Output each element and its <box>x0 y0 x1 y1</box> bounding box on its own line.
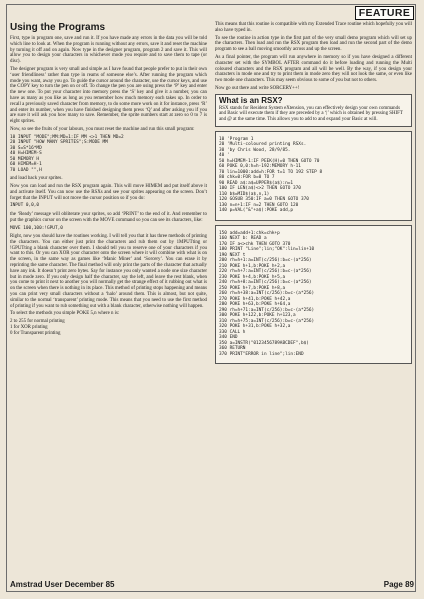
box-text: RSX stands for Resident System eXtension, you can effectively design your own commands and Basic will execute them if they are preceded by a ‘|’ which is obtained by pressing SHIFT and @ at the same time. This allows you to add to and expand your Basic at will. <box>219 105 403 123</box>
paragraph: and load back your sprites. <box>10 176 63 182</box>
paragraph: As a final pointer, the program will run anywhere in memory so if you have designed a different character set with the SYMBOL AFTER command do it before loading and running the Multi coloured characters and the RSX program and all will be well. By the way, if you design your characters in mode one and try to print them in mode zero they will not look the same, or even like two mode one characters. This may seem obvious to some of you but not to others. <box>215 54 412 84</box>
page-number: Page 89 <box>383 580 414 589</box>
paragraph: To select the methods you simple POKE 5,n where n is: <box>10 311 120 317</box>
paragraph: To see the routine in action type in the first part of the very small demo program which will set up the characters. Then load and run the RSX program then load and run the second part of the demo program to see a ball moving smoothly across and up the screen. <box>215 35 412 53</box>
list <box>10 319 207 336</box>
feature-tab: FEATURE <box>355 6 414 20</box>
paragraph: The designer program is very small and simple as I have found that people prefer to put in their own ‘user friendliness’ rather than type in reams of someone else’s. After running the program which mode you want, away you go. To guide the cursor around the character, use the cursor keys, and use the COPY key to turn the pen on or off. To change the pen you are using press the ‘P’ key and enter the new one. To put your character into memory press the ‘S’ key and give it a number, you can have as many as you like as long as you remember how much memory each takes up. In order to recall a previously saved character from memory, to do some more work on it for instance, press ‘R’ and enter its number, when you have finished designing them press ‘Q’ and after asking you if you are sure it will ask you how many to save. Remember, the sprite numbers start at zero so 0 to 7 is eight sprites. <box>10 66 207 125</box>
program-box-1 <box>215 131 412 221</box>
left-column <box>10 22 207 337</box>
code-listing: INPUT 0,0,0 <box>10 203 40 209</box>
rsx-box <box>215 94 412 127</box>
paragraph: Now go out there and write SORCERY++! <box>215 85 300 91</box>
paragraph: Now you can load and run the RSX program again. This will move HIMEM and put itself above it and activate itself. You can now use the RSXs and see your sprites appearing on the screen. Don’t forget that the INPUT will not move the cursor position so if you do: <box>10 184 207 201</box>
code-listing: 10 'Program 1 20 'Multi-coloured printing RSXs. 30 'by Chris Wood, 28/9/85. 40 ' 50 h=HIMEM-1:IF PEEK(H)=0 THEN GOTO 70 60 POKE 0,0:h=h-192:MEMORY h-11 70 lin=1000:add=h:FOR t=1 TO 192 STEP 8 80 chk=0:FOR b=0 TO 7 90 READ a$:a$=UPPER$(a$):n=1 100 IF LEN(a$)<>2 THEN GOTO 370 110 b$=MID$(a$,n,1) 120 GOSUB 350:IF a=0 THEN GOTO 370 130 n=n+1:IF n=2 THEN GOTO 120 140 p=VAL("&"+a$):POKE add,p <box>219 136 323 214</box>
code-listing: MOVE 100,100:!GPUT,0 <box>10 225 63 231</box>
paragraph: the ‘Ready’ message will obliterate your sprites, so add ‘PRINT’ to the end of it. And remember to put the graphics cursor on the screen with the MOVE command so you can see its characters, like: <box>10 211 207 223</box>
paragraph: Right, now you should have the routines working. I will tell you that it has three methods of printing the characters. You can either just print the characters and rub them out by 1MPUTting or !GPUTting a blank character over them. I should tell you to reserve one of your characters if you want to this. Or you can XOR your character onto the screen where it will combine with what is on the screen, in the same way as games like ‘Manic Miner’ and ‘Sorcery’. You can erase it by reprinting the same character. The final method will only print the parts of the character that actually have any ink. It doesn’t print zero bytes. Say for instance you only wanted a node one size character but in mode zero. If you only design half the character, say the left, and leave the rest blank, when you come to print it next to another you will normally get the strange effect of it rubbing out what is on the screen when there is nothing in its place. This method of printing stops happening and means you can print very small characters without a ‘halo’ around them. This is almost, but not quite, similar to the normal ‘transparent’ printing mode. This means that you need to use the first method of printing if you want to rub something out with a blank character, otherwise nothing will happen. <box>10 234 207 309</box>
code-listing: 150 add=add+1:chk=chk+p 160 NEXT b: READ a 170 IF a<>chk THEN GOTO 370 180 PRINT "Line";lin;"OK":lin=lin+10 190 NEXT t 200 rh=h+1:a=INT(c/256):b=c-(a*256) 210 POKE h+1,b:POKE h+2,a 220 rh=h+7:a=INT(c/256):b=c-(a*256) 230 POKE h+4,b:POKE h+5,a 240 rh=h+8:a=INT(c/256):b=c-(a*256) 250 POKE h+7,b:POKE h+8,a 260 rh=h+38:a=INT(c/256):b=c-(a*256) 270 POKE h+41,b:POKE h+42,a 280 POKE h+63,b:POKE h+64,a 290 rh=h+71:a=INT(c/256):b=c-(a*256) 300 POKE h+122,b:POKE h+123,a 310 rh=h+75:a=INT(c/256):b=c-(a*256) 320 POKE h+31,b:POKE h+32,a 330 CALL h 340 END 350 a=INSTR("0123456789ABCDEF",b$) 360 RETURN 370 PRINT"ERROR in line";lin:END <box>219 230 315 357</box>
program-box-2 <box>215 225 412 365</box>
footer <box>10 580 414 589</box>
paragraph: First, type in program one, save and run it. If you have made any errors in the data you will be told which line to look at. When the program is running without any errors, save it and reset the machine by turning it off and on again. Now type in the designer program, program 2 and save it. This will allow you to design your characters in whichever mode you require and to save them to tape (or disc). <box>10 36 207 65</box>
list-item: 0 for Transparent printing <box>10 330 61 336</box>
section-title: Using the Programs <box>10 22 106 33</box>
code-listing: 10 INPUT "MODE";MM:MD=1:IF MM <>1 THEN MD=2 20 INPUT "HOW MANY SPRITES";S:MODE MM 30 S=S*16*MD 40 H=HIMEM-S 50 MEMORY H 60 HIMEM=H-1 70 LOAD "",H <box>10 134 124 173</box>
right-column <box>215 22 412 368</box>
box-title: What is an RSX? <box>219 95 283 105</box>
paragraph: Now, so see the fruits of your labours, you must reset the machine and run this small program: <box>10 126 195 132</box>
list-item: 1 for XOR printing <box>10 324 48 330</box>
publication-name: Amstrad User December 85 <box>10 580 115 589</box>
list-item: 2 to 255 for normal printing <box>10 319 65 325</box>
paragraph: This means that this routine is compatible with my Extended Trace routine which hopefully you will also have typed in. <box>215 22 412 33</box>
